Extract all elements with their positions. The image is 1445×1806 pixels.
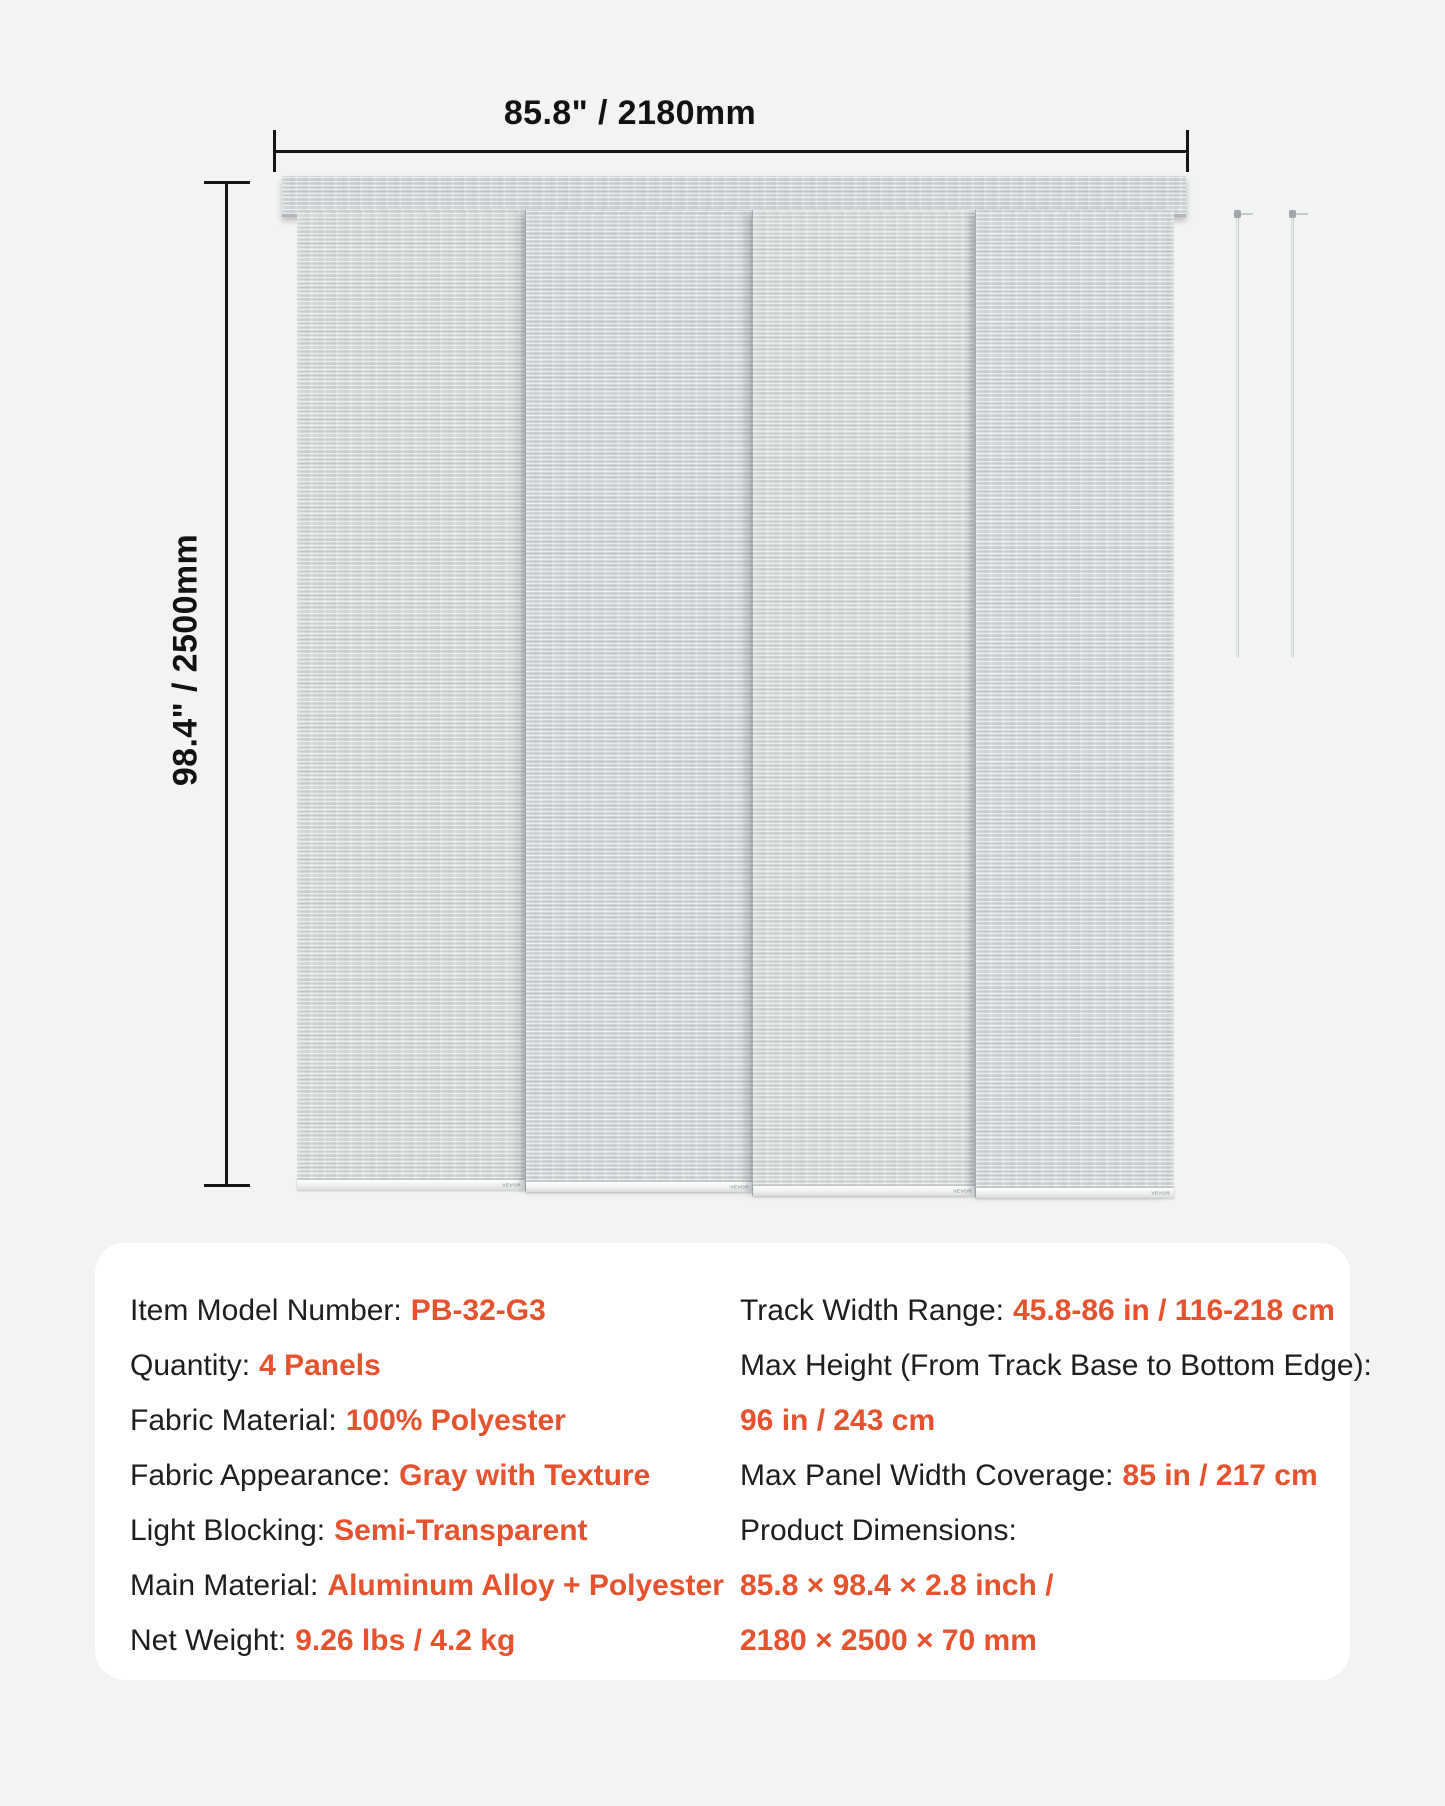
spec-value: 100% Polyester — [345, 1404, 566, 1437]
blind-fabric — [297, 210, 1173, 1200]
spec-row — [130, 1613, 720, 1668]
blind-panel — [752, 210, 976, 1196]
spec-value: Gray with Texture — [399, 1459, 651, 1492]
spec-row — [740, 1283, 1335, 1338]
spec-value: Aluminum Alloy + Polyester — [327, 1569, 724, 1602]
spec-row — [740, 1448, 1330, 1503]
spec-value: 45.8-86 in / 116-218 cm — [1012, 1294, 1335, 1327]
spec-row — [130, 1338, 720, 1393]
spec-label: Fabric Appearance: — [130, 1459, 391, 1492]
spec-row — [130, 1283, 720, 1338]
spec-row — [130, 1503, 720, 1558]
brand-logo: VEVOR — [1151, 1190, 1170, 1196]
spec-row — [740, 1503, 1330, 1558]
spec-value: 85.8 × 98.4 × 2.8 inch / — [740, 1569, 1054, 1602]
panel-bottom-rail — [976, 1187, 1174, 1198]
spec-row — [740, 1558, 1330, 1613]
height-dimension-line — [225, 183, 228, 1187]
spec-row — [740, 1613, 1330, 1668]
panel-bottom-rail — [297, 1179, 525, 1190]
spec-label: Light Blocking: — [130, 1514, 326, 1547]
brand-logo: VEVOR — [953, 1188, 972, 1194]
height-dimension-tick-bottom — [204, 1184, 250, 1187]
spec-value: Semi-Transparent — [334, 1514, 588, 1547]
spec-row — [130, 1558, 724, 1613]
spec-label: Product Dimensions: — [740, 1514, 1017, 1547]
spec-column-right — [740, 1283, 1372, 1668]
spec-value: 85 in / 217 cm — [1122, 1459, 1318, 1492]
spec-value: PB-32-G3 — [410, 1294, 546, 1327]
spec-value: 96 in / 243 cm — [740, 1404, 936, 1437]
spec-column-left — [130, 1283, 724, 1668]
spec-label: Quantity: — [130, 1349, 251, 1382]
spec-label: Max Height (From Track Base to Bottom Edge): — [740, 1349, 1372, 1382]
spec-label: Track Width Range: — [740, 1294, 1004, 1327]
width-dimension-tick-left — [273, 130, 276, 172]
spec-card — [95, 1243, 1372, 1680]
spec-row — [740, 1393, 1330, 1448]
spec-label: Fabric Material: — [130, 1404, 337, 1437]
spec-label: Net Weight: — [130, 1624, 287, 1657]
spec-row — [130, 1393, 720, 1448]
tilt-wand-left — [1236, 216, 1239, 658]
spec-value: 4 Panels — [259, 1349, 381, 1382]
height-dimension-label: 98.4" / 2500mm — [166, 533, 205, 787]
width-dimension-line — [273, 150, 1189, 153]
panel-bottom-rail — [753, 1185, 976, 1196]
width-dimension-tick-right — [1186, 130, 1189, 172]
tilt-wand-right — [1291, 216, 1294, 658]
brand-logo: VEVOR — [730, 1184, 749, 1190]
spec-label: Main Material: — [130, 1569, 319, 1602]
blind-panel — [975, 210, 1174, 1198]
spec-value: 2180 × 2500 × 70 mm — [740, 1624, 1037, 1657]
spec-row — [740, 1338, 1372, 1393]
width-dimension-label: 85.8" / 2180mm — [503, 94, 757, 132]
brand-logo: VEVOR — [502, 1182, 521, 1188]
blind-panel — [525, 210, 753, 1192]
height-dimension-tick-top — [204, 181, 250, 184]
spec-label: Item Model Number: — [130, 1294, 402, 1327]
panel-bottom-rail — [526, 1181, 753, 1192]
blind-panel — [297, 210, 525, 1190]
spec-value: 9.26 lbs / 4.2 kg — [295, 1624, 516, 1657]
spec-row — [130, 1448, 720, 1503]
spec-label: Max Panel Width Coverage: — [740, 1459, 1114, 1492]
